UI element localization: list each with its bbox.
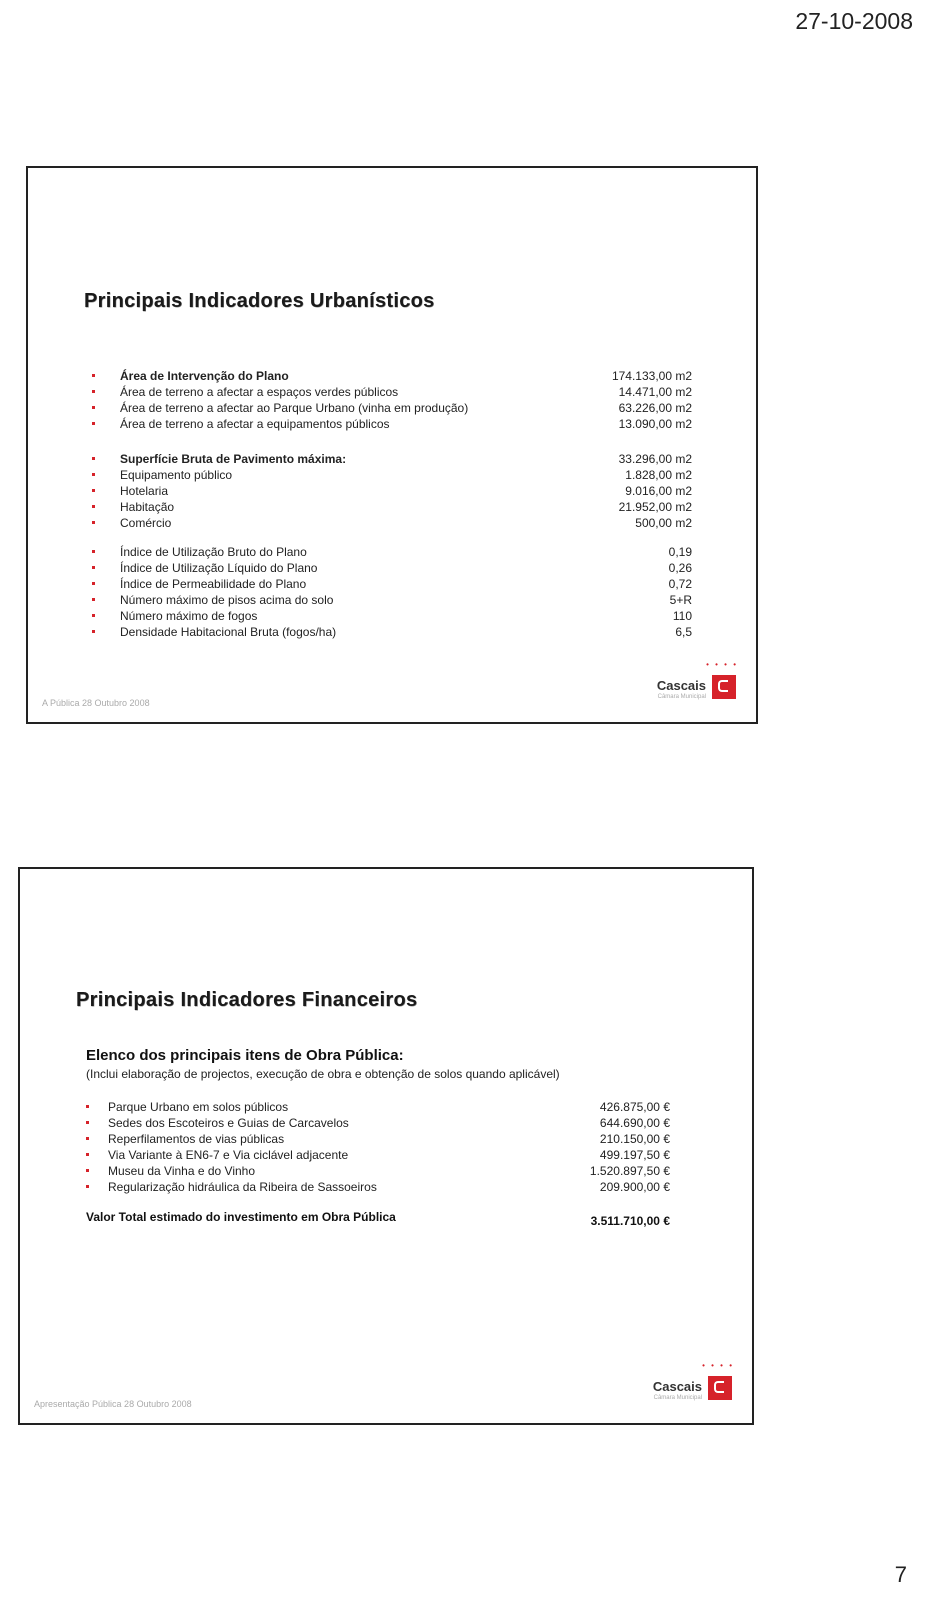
indicator-label: Superfície Bruta de Pavimento máxima: bbox=[120, 452, 347, 466]
list-item bbox=[86, 1163, 670, 1179]
indicator-label: Índice de Permeabilidade do Plano bbox=[120, 577, 307, 591]
item-label: Parque Urbano em solos públicos bbox=[108, 1100, 289, 1114]
slide-footer: Apresentação Pública 28 Outubro 2008 bbox=[34, 1399, 192, 1409]
indicator-value: 110 bbox=[672, 609, 692, 623]
slide-urban-indicators bbox=[26, 166, 758, 724]
indicator-value: 174.133,00 m2 bbox=[611, 369, 692, 383]
indicator-row bbox=[92, 592, 692, 608]
indicator-row bbox=[92, 608, 692, 624]
list-item bbox=[86, 1147, 670, 1163]
cascais-logo bbox=[636, 1361, 736, 1409]
indicator-label: Área de terreno a afectar a espaços verdes públicos bbox=[120, 385, 399, 399]
indicator-group-areas bbox=[92, 368, 692, 432]
logo-brand: Cascais bbox=[652, 1379, 702, 1394]
bullet-icon bbox=[86, 1169, 89, 1172]
slide-footer: A Pública 28 Outubro 2008 bbox=[42, 698, 150, 708]
logo-subtitle: Câmara Municipal bbox=[653, 1395, 702, 1401]
indicator-value: 63.226,00 m2 bbox=[618, 401, 692, 415]
total-label: Valor Total estimado do investimento em Obra Pública bbox=[86, 1210, 396, 1224]
item-label: Museu da Vinha e do Vinho bbox=[108, 1164, 256, 1178]
public-works-list bbox=[86, 1099, 670, 1195]
indicator-label: Índice de Utilização Bruto do Plano bbox=[120, 545, 307, 559]
indicator-row bbox=[92, 483, 692, 499]
indicator-row bbox=[92, 515, 692, 531]
indicator-label: Área de terreno a afectar ao Parque Urbano (vinha em produção) bbox=[120, 401, 469, 415]
bullet-icon bbox=[92, 390, 95, 393]
indicator-label: Número máximo de fogos bbox=[120, 609, 258, 623]
cascais-c-icon bbox=[712, 675, 736, 699]
total-row bbox=[86, 1207, 670, 1227]
indicator-value: 500,00 m2 bbox=[635, 516, 692, 530]
cascais-logo bbox=[640, 660, 740, 708]
bullet-icon bbox=[92, 457, 95, 460]
item-value: 1.520.897,50 € bbox=[589, 1164, 670, 1178]
indicator-value: 0,26 bbox=[668, 561, 692, 575]
cascais-c-icon bbox=[708, 1376, 732, 1400]
indicator-value: 1.828,00 m2 bbox=[625, 468, 692, 482]
indicator-row bbox=[92, 576, 692, 592]
indicator-label: Índice de Utilização Líquido do Plano bbox=[120, 561, 318, 575]
bullet-icon bbox=[92, 550, 95, 553]
list-item bbox=[86, 1131, 670, 1147]
item-value: 210.150,00 € bbox=[599, 1132, 670, 1146]
indicator-label: Comércio bbox=[120, 516, 172, 530]
indicator-value: 0,19 bbox=[668, 545, 692, 559]
indicator-value: 6,5 bbox=[675, 625, 692, 639]
indicator-row bbox=[92, 467, 692, 483]
page-number: 7 bbox=[894, 1562, 907, 1587]
section-note: (Inclui elaboração de projectos, execução de obra e obtenção de solos quando aplicável) bbox=[86, 1067, 560, 1081]
logo-brand: Cascais bbox=[656, 678, 706, 693]
logo-dots: • • • • bbox=[706, 660, 738, 669]
bullet-icon bbox=[92, 473, 95, 476]
item-label: Sedes dos Escoteiros e Guias de Carcavelos bbox=[108, 1116, 349, 1130]
item-label: Regularização hidráulica da Ribeira de Sassoeiros bbox=[108, 1180, 377, 1194]
list-item bbox=[86, 1179, 670, 1195]
bullet-icon bbox=[92, 489, 95, 492]
bullet-icon bbox=[92, 521, 95, 524]
indicator-row bbox=[92, 544, 692, 560]
bullet-icon bbox=[86, 1105, 89, 1108]
logo-dots: • • • • bbox=[702, 1361, 734, 1370]
item-value: 499.197,50 € bbox=[599, 1148, 670, 1162]
section-heading: Elenco dos principais itens de Obra Pública: bbox=[86, 1047, 404, 1064]
indicator-value: 33.296,00 m2 bbox=[618, 452, 692, 466]
bullet-icon bbox=[92, 598, 95, 601]
indicator-value: 5+R bbox=[669, 593, 692, 607]
indicator-value: 21.952,00 m2 bbox=[618, 500, 692, 514]
indicator-label: Área de terreno a afectar a equipamentos públicos bbox=[120, 417, 390, 431]
indicator-group-floor-area bbox=[92, 451, 692, 531]
indicator-value: 9.016,00 m2 bbox=[625, 484, 692, 498]
indicator-row bbox=[92, 624, 692, 640]
indicator-row bbox=[92, 384, 692, 400]
indicator-value: 14.471,00 m2 bbox=[618, 385, 692, 399]
indicator-label: Número máximo de pisos acima do solo bbox=[120, 593, 334, 607]
bullet-icon bbox=[86, 1121, 89, 1124]
page-date: 27-10-2008 bbox=[795, 8, 913, 34]
indicator-row bbox=[92, 499, 692, 515]
bullet-icon bbox=[92, 505, 95, 508]
indicator-row bbox=[92, 416, 692, 432]
indicator-row bbox=[92, 400, 692, 416]
indicator-label: Hotelaria bbox=[120, 484, 169, 498]
indicator-row bbox=[92, 368, 692, 384]
bullet-icon bbox=[92, 422, 95, 425]
item-value: 426.875,00 € bbox=[599, 1100, 670, 1114]
indicator-label: Habitação bbox=[120, 500, 175, 514]
logo-subtitle: Câmara Municipal bbox=[657, 694, 706, 700]
item-label: Reperfilamentos de vias públicas bbox=[108, 1132, 285, 1146]
item-label: Via Variante à EN6-7 e Via ciclável adjacente bbox=[108, 1148, 349, 1162]
bullet-icon bbox=[86, 1185, 89, 1188]
slide-title: Principais Indicadores Financeiros bbox=[76, 989, 418, 1011]
indicator-value: 13.090,00 m2 bbox=[618, 417, 692, 431]
bullet-icon bbox=[92, 374, 95, 377]
indicator-group-indices bbox=[92, 544, 692, 640]
bullet-icon bbox=[86, 1137, 89, 1140]
list-item bbox=[86, 1115, 670, 1131]
indicator-value: 0,72 bbox=[668, 577, 692, 591]
bullet-icon bbox=[92, 614, 95, 617]
bullet-icon bbox=[92, 582, 95, 585]
item-value: 644.690,00 € bbox=[599, 1116, 670, 1130]
indicator-label: Equipamento público bbox=[120, 468, 233, 482]
bullet-icon bbox=[92, 406, 95, 409]
indicator-label: Densidade Habitacional Bruta (fogos/ha) bbox=[120, 625, 337, 639]
slide-title: Principais Indicadores Urbanísticos bbox=[84, 290, 435, 312]
slide-financial-indicators bbox=[18, 867, 754, 1425]
indicator-row bbox=[92, 560, 692, 576]
bullet-icon bbox=[86, 1153, 89, 1156]
indicator-row bbox=[92, 451, 692, 467]
indicator-label: Área de Intervenção do Plano bbox=[120, 369, 289, 383]
total-value: 3.511.710,00 € bbox=[590, 1214, 670, 1228]
bullet-icon bbox=[92, 630, 95, 633]
list-item bbox=[86, 1099, 670, 1115]
bullet-icon bbox=[92, 566, 95, 569]
item-value: 209.900,00 € bbox=[599, 1180, 670, 1194]
